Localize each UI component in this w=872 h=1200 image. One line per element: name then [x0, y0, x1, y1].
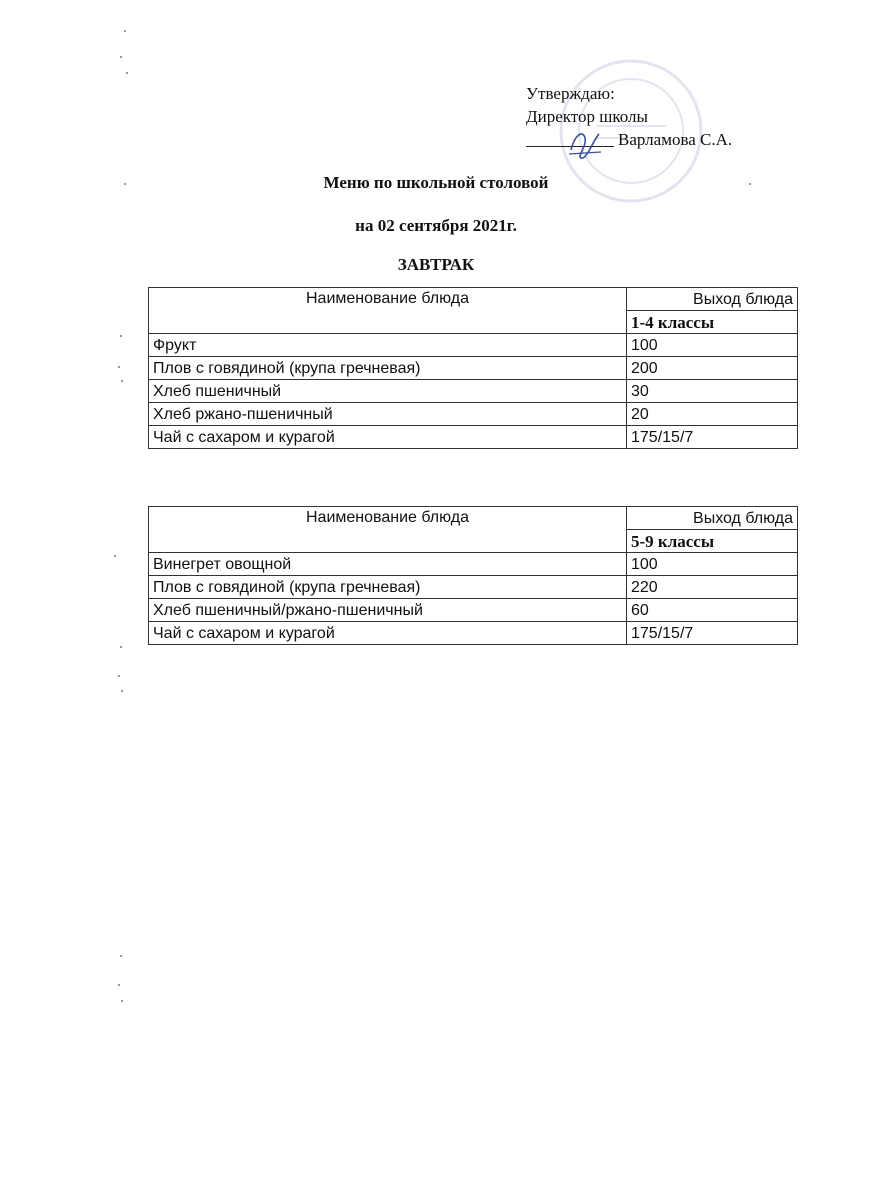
- scan-speck: [126, 72, 128, 74]
- dish-name: Винегрет овощной: [149, 553, 627, 576]
- scan-speck: [121, 380, 123, 382]
- dish-name: Фрукт: [149, 334, 627, 357]
- table-row: [149, 553, 798, 576]
- signature-mark: [565, 128, 605, 162]
- dish-name: Хлеб ржано-пшеничный: [149, 403, 627, 426]
- dish-name: Чай с сахаром и курагой: [149, 622, 627, 645]
- dish-output: 100: [627, 553, 798, 576]
- scan-speck: [121, 690, 123, 692]
- dish-output: 175/15/7: [627, 426, 798, 449]
- header-dish-name: Наименование блюда: [149, 507, 627, 553]
- grade-label: 1-4 классы: [627, 311, 798, 334]
- dish-output: 175/15/7: [627, 622, 798, 645]
- director-position: Директор школы: [526, 107, 648, 126]
- table-row: [149, 380, 798, 403]
- table-row: [149, 426, 798, 449]
- table-row: [149, 334, 798, 357]
- menu-date: на 02 сентября 2021г.: [355, 216, 517, 235]
- header-dish-name: Наименование блюда: [149, 288, 627, 334]
- table-header-row: [149, 507, 798, 530]
- scan-speck: [124, 183, 126, 185]
- table-row: [149, 403, 798, 426]
- table-row: [149, 599, 798, 622]
- dish-output: 220: [627, 576, 798, 599]
- scan-speck: [749, 183, 751, 185]
- table-row: [149, 576, 798, 599]
- signature-line: [526, 128, 732, 151]
- scan-speck: [124, 30, 126, 32]
- header-output: Выход блюда: [627, 288, 798, 311]
- signatory-name: Варламова С.А.: [618, 130, 733, 149]
- dish-output: 200: [627, 357, 798, 380]
- scan-speck: [118, 675, 120, 677]
- grade-label: 5-9 классы: [627, 530, 798, 553]
- dish-output: 60: [627, 599, 798, 622]
- scan-speck: [120, 955, 122, 957]
- table-header-row: [149, 288, 798, 311]
- dish-name: Чай с сахаром и курагой: [149, 426, 627, 449]
- scan-speck: [120, 56, 122, 58]
- scan-speck: [120, 646, 122, 648]
- table-row: [149, 357, 798, 380]
- header-output: Выход блюда: [627, 507, 798, 530]
- dish-name: Плов с говядиной (крупа гречневая): [149, 576, 627, 599]
- dish-name: Хлеб пшеничный: [149, 380, 627, 403]
- menu-table-grades-1-4: [148, 287, 798, 449]
- approve-label: Утверждаю:: [526, 84, 615, 103]
- scan-speck: [114, 555, 116, 557]
- scan-speck: [118, 366, 120, 368]
- dish-output: 30: [627, 380, 798, 403]
- dish-output: 20: [627, 403, 798, 426]
- scan-speck: [120, 335, 122, 337]
- scan-speck: [118, 984, 120, 986]
- dish-name: Плов с говядиной (крупа гречневая): [149, 357, 627, 380]
- dish-name: Хлеб пшеничный/ржано-пшеничный: [149, 599, 627, 622]
- menu-table-grades-5-9: [148, 506, 798, 645]
- dish-output: 100: [627, 334, 798, 357]
- table-row: [149, 622, 798, 645]
- menu-title: Меню по школьной столовой: [323, 173, 549, 192]
- approval-block: [526, 82, 732, 151]
- meal-heading: ЗАВТРАК: [397, 255, 475, 274]
- scan-speck: [121, 1000, 123, 1002]
